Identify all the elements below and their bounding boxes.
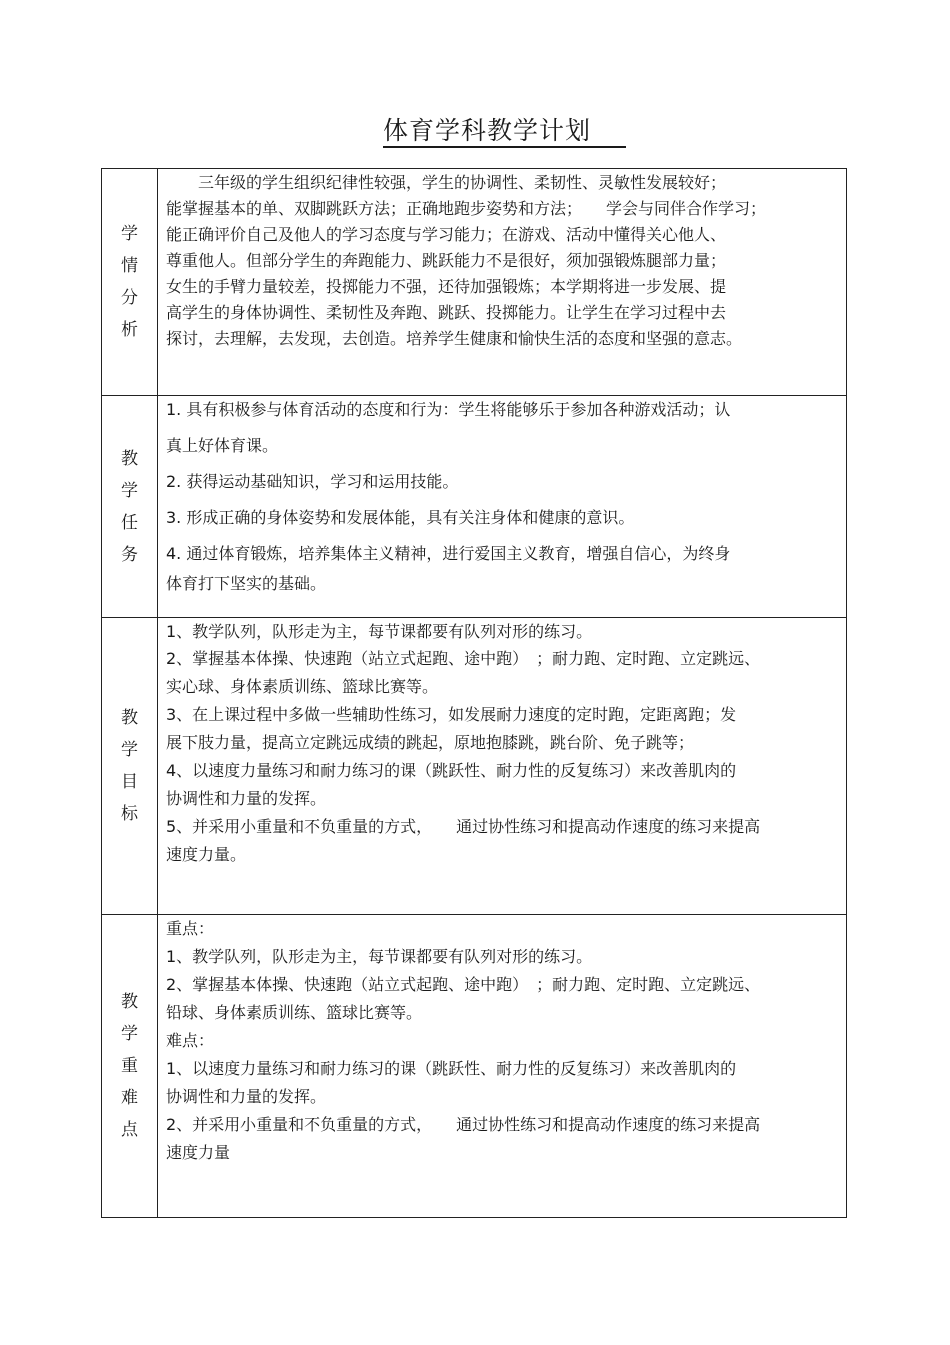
content-line: 4、以速度力量练习和耐力练习的课（跳跃性、耐力性的反复练习）来改善肌肉的 [166,761,737,780]
content-line: 1、教学队列，队形走为主，每节课都要有队列对形的练习。 [166,622,593,641]
section-content [158,169,847,396]
title-underline [383,146,626,148]
content-line: 真上好体育课。 [166,436,279,455]
content-line: 难点： [166,1031,215,1050]
content-line: 4. 通过体育锻炼，培养集体主义精神，进行爱国主义教育，增强自信心，为终身 [166,544,731,563]
section-label-char: 学 [121,480,138,501]
content-line: 高学生的身体协调性、柔韧性及奔跑、跳跃、投掷能力。让学生在学习过程中去 [166,303,727,322]
content-line: 铅球、身体素质训练、篮球比赛等。 [166,1003,423,1022]
section-label-char: 重 [121,1056,138,1076]
section-content [158,915,847,1218]
table-row [102,915,847,1218]
section-label-char: 教 [121,992,138,1012]
content-line: 探讨，去理解，去发现，去创造。培养学生健康和愉快生活的态度和坚强的意志。 [166,329,743,348]
content-line: 女生的手臂力量较差，投掷能力不强，还待加强锻炼；本学期将进一步发展、提 [166,277,727,296]
section-label-char: 点 [121,1120,138,1140]
section-content [158,396,847,618]
content-line: 尊重他人。但部分学生的奔跑能力、跳跃能力不是很好，须加强锻炼腿部力量； [166,251,727,270]
table-row [102,618,847,915]
content-line: 1、教学队列，队形走为主，每节课都要有队列对形的练习。 [166,947,593,966]
content-line: 3. 形成正确的身体姿势和发展体能，具有关注身体和健康的意识。 [166,508,635,527]
section-label-char: 学 [121,740,138,760]
section-label-char: 分 [121,288,138,308]
content-line: 协调性和力量的发挥。 [166,1087,327,1106]
table-row [102,169,847,396]
content-line: 展下肢力量，提高立定跳远成绩的跳起，原地抱膝跳，跳台阶、免子跳等； [166,733,695,752]
label-jiaoxue-zhongnandian [102,915,158,1218]
content-line: 实心球、身体素质训练、篮球比赛等。 [166,677,439,696]
section-label-char: 标 [121,804,138,824]
content-line: 1、以速度力量练习和耐力练习的课（跳跃性、耐力性的反复练习）来改善肌肉的 [166,1059,737,1078]
content-line: 能正确评价自己及他人的学习态度与学习能力；在游戏、活动中懂得关心他人、 [166,225,727,244]
content-line: 2、掌握基本体操、快速跑（站立式起跑、途中跑） ；耐力跑、定时跑、立定跳远、 [166,975,761,994]
content-line: 1. 具有积极参与体育活动的态度和行为：学生将能够乐于参加各种游戏活动；认 [166,400,731,419]
section-label-char: 务 [121,544,138,565]
content-line: 3、在上课过程中多做一些辅助性练习，如发展耐力速度的定时跑，定距离跑；发 [166,705,737,724]
section-label-char: 学 [121,1024,138,1044]
table-row [102,396,847,618]
content-line: 重点： [166,919,215,938]
content-line: 协调性和力量的发挥。 [166,789,327,808]
section-label-char: 情 [121,256,138,276]
label-jiaoxue-mubiao [102,618,158,915]
content-line: 速度力量 [166,1143,231,1162]
section-label-char: 难 [121,1088,138,1108]
label-xueqing-fenxi [102,169,158,396]
content-line: 体育打下坚实的基础。 [166,574,327,593]
section-content [158,618,847,915]
content-line: 速度力量。 [166,845,247,864]
content-line: 2、并采用小重量和不负重量的方式， 通过协性练习和提高动作速度的练习来提高 [166,1115,761,1134]
content-line: 2、掌握基本体操、快速跑（站立式起跑、途中跑） ；耐力跑、定时跑、立定跳远、 [166,649,761,668]
content-line: 三年级的学生组织纪律性较强，学生的协调性、柔韧性、灵敏性发展较好； [166,173,727,192]
content-line: 5、并采用小重量和不负重量的方式， 通过协性练习和提高动作速度的练习来提高 [166,817,761,836]
section-label-char: 析 [121,320,138,340]
content-line: 2. 获得运动基础知识，学习和运用技能。 [166,472,459,491]
section-label-char: 任 [121,512,138,533]
section-label-char: 学 [121,224,138,244]
label-jiaoxue-renwu [102,396,158,618]
section-label-char: 教 [121,708,138,728]
section-label-char: 教 [121,448,138,469]
section-label-char: 目 [121,772,138,792]
plan-table [101,168,847,1218]
content-line: 能掌握基本的单、双脚跳跃方法；正确地跑步姿势和方法； 学会与同伴合作学习； [166,199,767,218]
document-title: 体育学科教学计划 [383,116,592,145]
